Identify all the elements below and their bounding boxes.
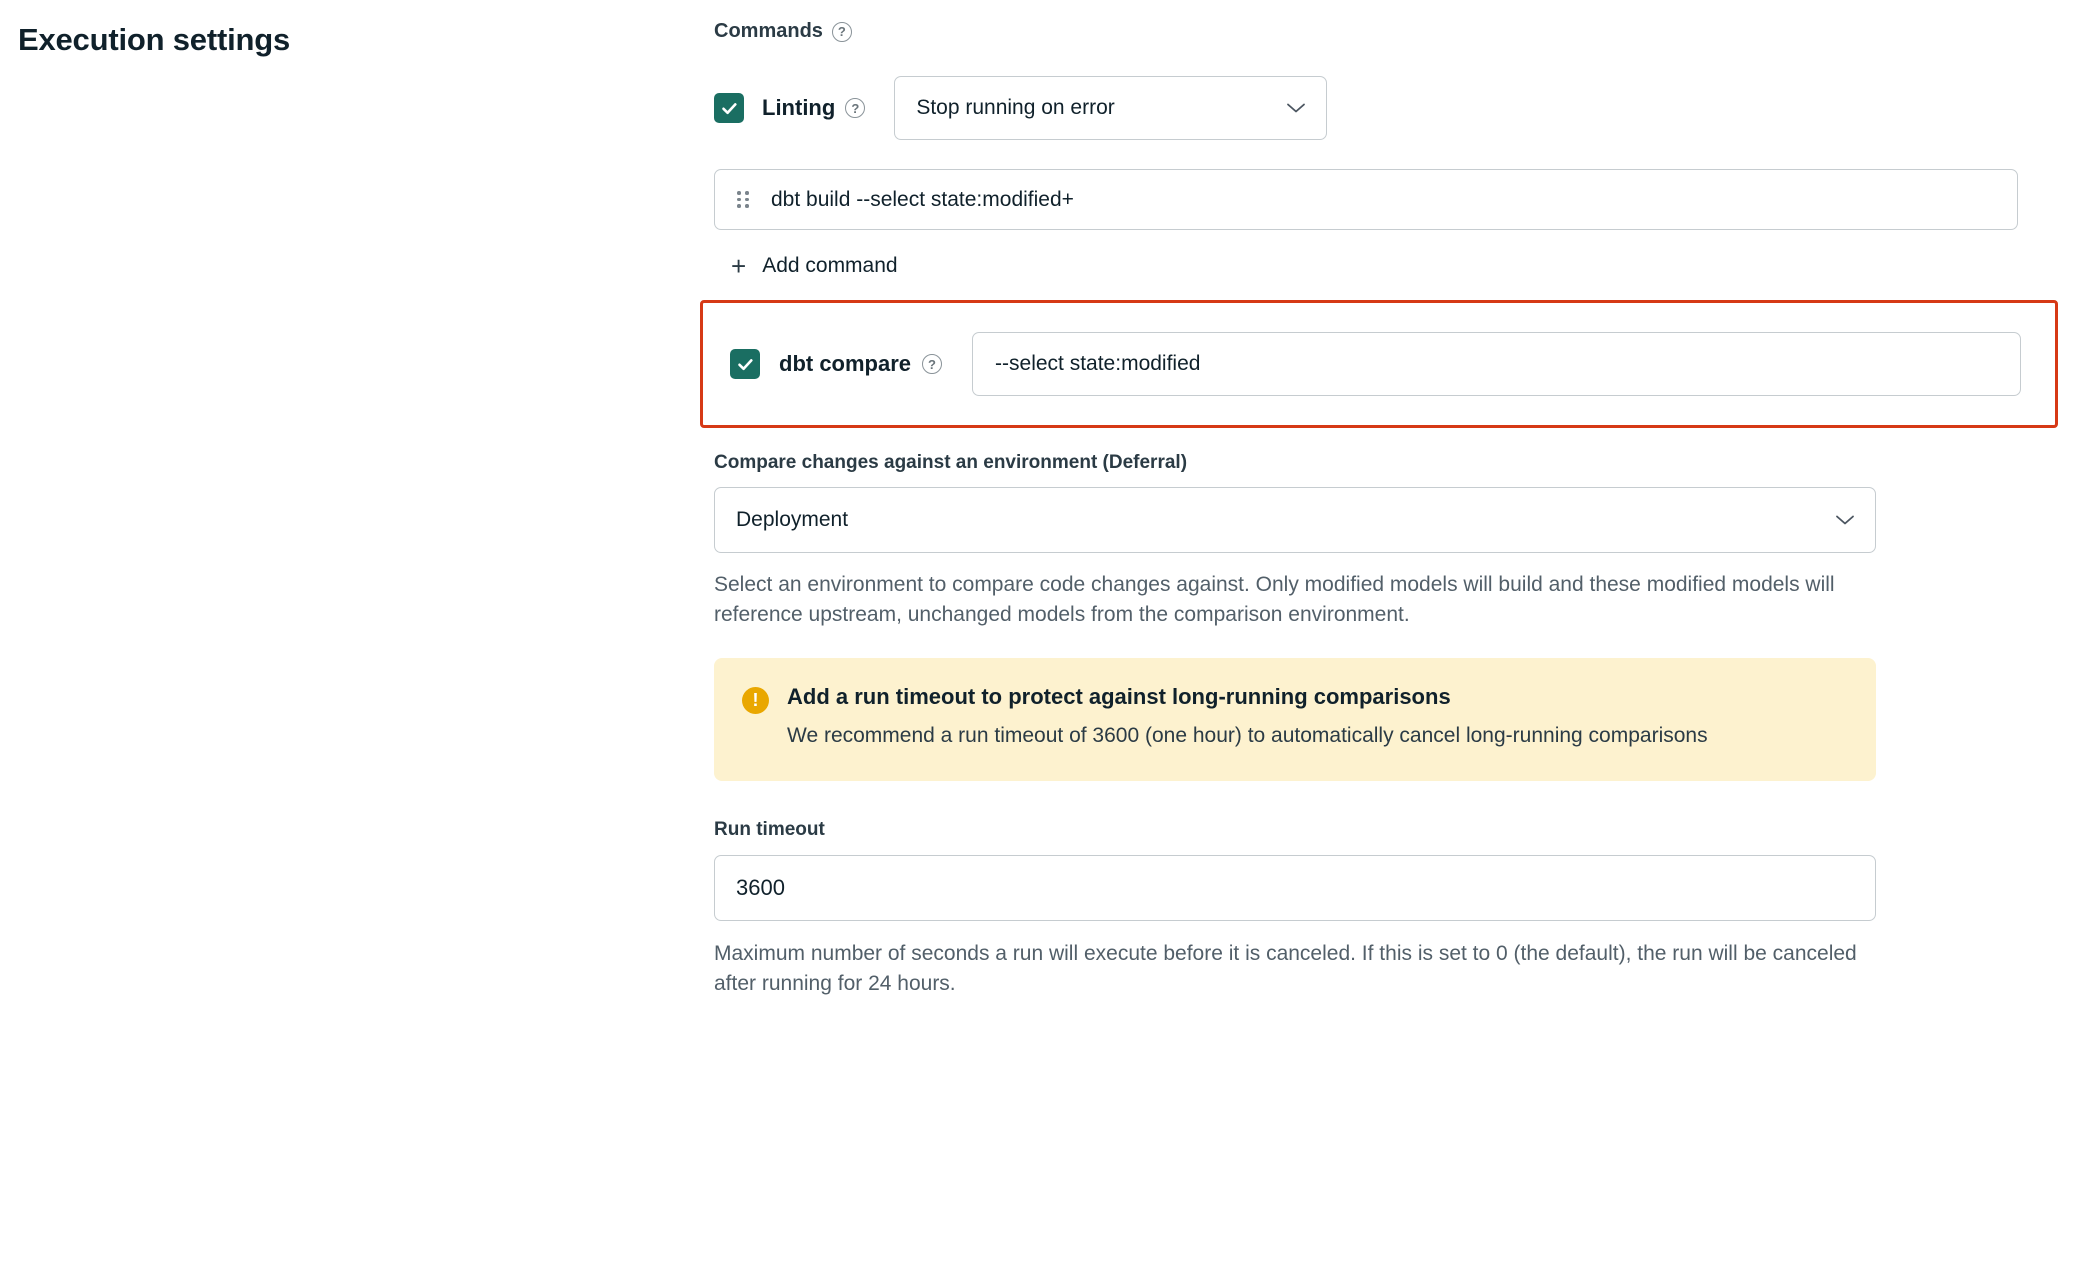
add-command-label: Add command — [762, 254, 898, 277]
run-timeout-helper-text: Maximum number of seconds a run will execute before it is canceled. If this is set to 0 (the default), the run will be canceled after running for 24 hours. — [714, 942, 1857, 995]
linting-error-behavior-value: Stop running on error — [916, 96, 1115, 119]
commands-label: Commands — [714, 20, 823, 42]
deferral-label: Compare changes against an environment (Deferral) — [714, 452, 1188, 473]
deferral-selected-value: Deployment — [736, 508, 849, 531]
dbt-compare-highlight — [700, 300, 2058, 428]
run-timeout-value: 3600 — [736, 875, 785, 901]
linting-label: Linting — [762, 95, 836, 120]
callout-text: We recommend a run timeout of 3600 (one hour) to automatically cancel long-running comparisons — [787, 723, 1708, 747]
run-timeout-input[interactable] — [714, 855, 1876, 921]
dbt-compare-value: --select state:modified — [995, 352, 1201, 375]
page-title: Execution settings — [18, 22, 291, 57]
dbt-compare-label: dbt compare — [779, 351, 912, 376]
add-command-button[interactable] — [731, 253, 898, 279]
command-text: dbt build --select state:modified+ — [771, 187, 1074, 211]
linting-error-behavior-select[interactable] — [894, 76, 1327, 140]
callout-title: Add a run timeout to protect against long-running comparisons — [787, 683, 1451, 709]
help-circle-icon[interactable]: ? — [845, 98, 865, 118]
help-circle-icon[interactable]: ? — [832, 22, 852, 42]
run-timeout-label: Run timeout — [714, 819, 825, 841]
help-circle-icon[interactable]: ? — [922, 354, 942, 374]
chevron-down-icon — [1286, 96, 1306, 120]
command-input-row[interactable] — [714, 169, 2018, 230]
commands-label-row — [714, 20, 2044, 43]
drag-handle-icon[interactable] — [737, 191, 749, 208]
plus-icon: + — [731, 251, 747, 281]
dbt-compare-input[interactable] — [972, 332, 2021, 396]
warning-icon: ! — [742, 687, 769, 714]
settings-content — [714, 20, 2044, 999]
chevron-down-icon — [1835, 508, 1855, 532]
run-timeout-callout — [714, 658, 1876, 781]
linting-checkbox[interactable] — [714, 93, 744, 123]
dbt-compare-checkbox[interactable] — [730, 349, 760, 379]
deferral-helper-text: Select an environment to compare code changes against. Only modified models will build and these modified models will reference upstream, unchanged models from the comparison environment. — [714, 573, 1835, 626]
deferral-select[interactable] — [714, 487, 1876, 553]
callout-body — [787, 684, 1827, 751]
linting-row — [714, 76, 2044, 140]
